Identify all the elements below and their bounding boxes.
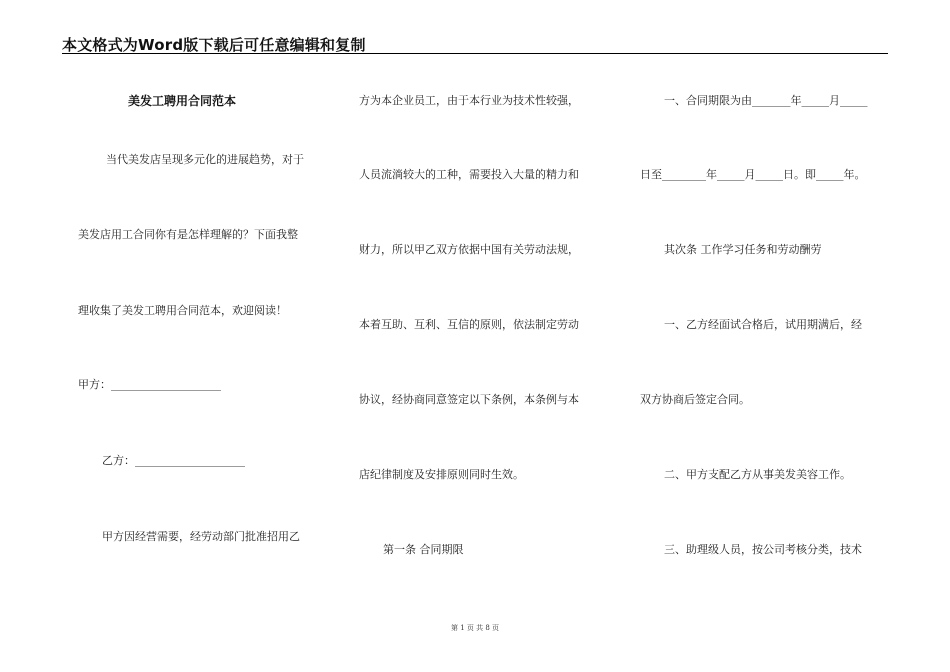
document-banner: 本文格式为Word版下载后可任意编辑和复制 <box>62 36 366 54</box>
paragraph-line: 理收集了美发工聘用合同范本，欢迎阅读！ <box>78 304 287 317</box>
section-heading: 其次条 工作学习任务和劳动酬劳 <box>664 243 822 256</box>
paragraph-line: 一、合同期限为由_______年_____月_____ <box>664 94 868 107</box>
paragraph-line: 日至________年_____月_____日。即_____年。 <box>640 168 866 181</box>
paragraph-line: 美发店用工合同你有是怎样理解的？下面我整 <box>78 228 298 241</box>
paragraph-line: 二、甲方支配乙方从事美发美容工作。 <box>664 468 851 481</box>
paragraph-line: 本着互助、互利、互信的原则，依法制定劳动 <box>359 318 579 331</box>
party-b-line: 乙方：____________________ <box>102 454 245 467</box>
paragraph-line: 人员流淌较大的工种，需要投入大量的精力和 <box>359 168 579 181</box>
header-divider <box>62 53 888 54</box>
paragraph-line: 方为本企业员工，由于本行业为技术性较强， <box>359 94 579 107</box>
paragraph-line: 一、乙方经面试合格后，试用期满后，经 <box>664 318 862 331</box>
paragraph-line: 店纪律制度及安排原则同时生效。 <box>359 468 524 481</box>
paragraph-line: 当代美发店呈现多元化的进展趋势，对于 <box>106 153 304 166</box>
paragraph-line: 甲方因经营需要，经劳动部门批准招用乙 <box>102 530 300 543</box>
paragraph-line: 协议，经协商同意签定以下条例，本条例与本 <box>359 393 579 406</box>
section-heading: 第一条 合同期限 <box>383 543 464 556</box>
document-title: 美发工聘用合同范本 <box>128 94 237 108</box>
paragraph-line: 财力，所以甲乙双方依据中国有关劳动法规， <box>359 243 579 256</box>
party-a-line: 甲方：____________________ <box>78 378 221 391</box>
paragraph-line: 双方协商后签定合同。 <box>640 393 750 406</box>
paragraph-line: 三、助理级人员，按公司考核分类，技术 <box>664 543 862 556</box>
page-number-footer: 第 1 页 共 8 页 <box>450 624 500 632</box>
